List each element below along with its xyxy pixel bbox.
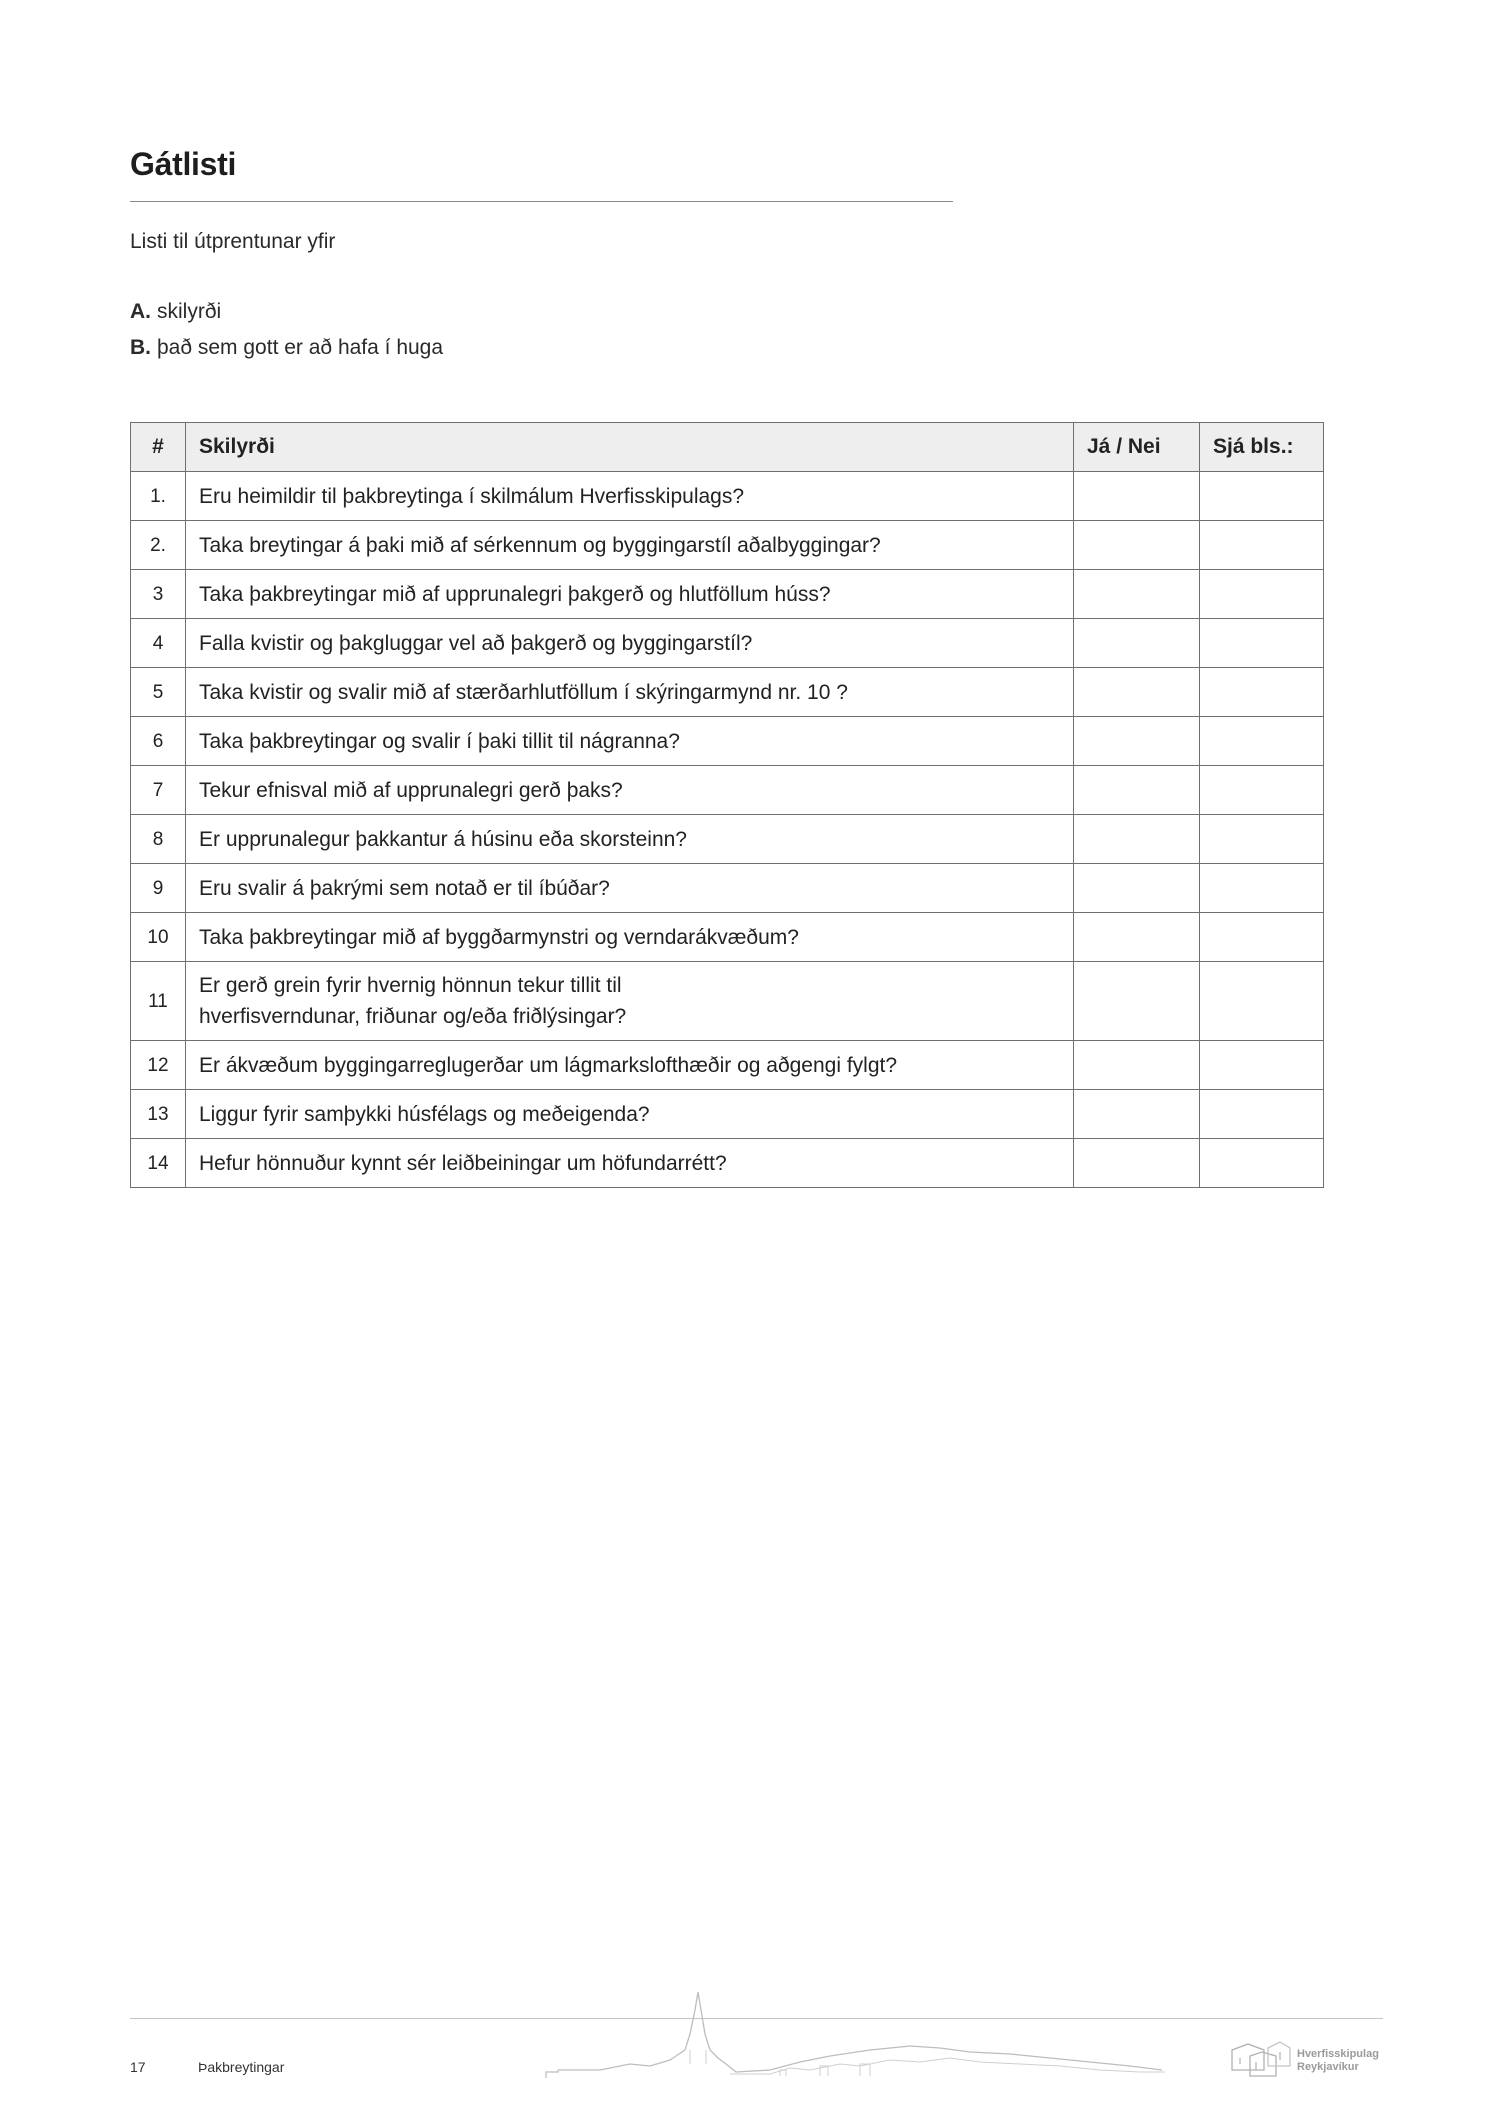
hverfisskipulag-logo-icon <box>1228 2040 1294 2080</box>
row-number: 6 <box>131 717 186 766</box>
logo-line-1: Hverfisskipulag <box>1297 2048 1379 2060</box>
table-row <box>131 1139 1324 1188</box>
checklist-table <box>130 422 1324 1188</box>
row-yes-no-cell[interactable] <box>1074 521 1200 570</box>
row-condition-line-2: hverfisverndunar, friðunar og/eða friðlýsingar? <box>199 1005 627 1028</box>
row-yes-no-cell[interactable] <box>1074 472 1200 521</box>
table-row <box>131 815 1324 864</box>
header-see-page: Sjá bls.: <box>1200 423 1324 472</box>
row-yes-no-cell[interactable] <box>1074 717 1200 766</box>
row-see-page-cell[interactable] <box>1200 1041 1324 1090</box>
row-see-page-cell[interactable] <box>1200 1139 1324 1188</box>
row-condition: Er upprunalegur þakkantur á húsinu eða skorsteinn? <box>186 815 1074 864</box>
table-row <box>131 962 1324 1041</box>
table-row <box>131 717 1324 766</box>
row-number: 13 <box>131 1090 186 1139</box>
row-number: 14 <box>131 1139 186 1188</box>
row-see-page-cell[interactable] <box>1200 472 1324 521</box>
row-number: 5 <box>131 668 186 717</box>
row-condition: Tekur efnisval mið af upprunalegri gerð þaks? <box>186 766 1074 815</box>
legend-text-b: það sem gott er að hafa í huga <box>157 336 444 359</box>
row-yes-no-cell[interactable] <box>1074 864 1200 913</box>
section-name: Þakbreytingar <box>198 2059 285 2075</box>
row-number: 4 <box>131 619 186 668</box>
row-condition: Hefur hönnuður kynnt sér leiðbeiningar um höfundarrétt? <box>186 1139 1074 1188</box>
row-condition: Liggur fyrir samþykki húsfélags og meðeigenda? <box>186 1090 1074 1139</box>
legend-key-b: B. <box>130 336 151 359</box>
row-number: 3 <box>131 570 186 619</box>
row-see-page-cell[interactable] <box>1200 962 1324 1041</box>
legend-text-a: skilyrði <box>157 300 222 323</box>
header-number: # <box>131 423 186 472</box>
table-row <box>131 864 1324 913</box>
table-header-row <box>131 423 1324 472</box>
header-condition: Skilyrði <box>186 423 1074 472</box>
row-condition: Taka þakbreytingar mið af upprunalegri þakgerð og hlutföllum húss? <box>186 570 1074 619</box>
row-see-page-cell[interactable] <box>1200 521 1324 570</box>
row-condition: Taka kvistir og svalir mið af stærðarhlutföllum í skýringarmynd nr. 10 ? <box>186 668 1074 717</box>
subtitle: Listi til útprentunar yfir <box>130 230 336 253</box>
row-condition: Taka breytingar á þaki mið af sérkennum og byggingarstíl aðalbyggingar? <box>186 521 1074 570</box>
row-see-page-cell[interactable] <box>1200 913 1324 962</box>
row-condition: Er ákvæðum byggingarreglugerðar um lágmarkslofthæðir og aðgengi fylgt? <box>186 1041 1074 1090</box>
row-yes-no-cell[interactable] <box>1074 619 1200 668</box>
page-number: 17 <box>130 2059 146 2075</box>
title-divider <box>130 201 953 202</box>
row-yes-no-cell[interactable] <box>1074 766 1200 815</box>
row-condition-line-1: Er gerð grein fyrir hvernig hönnun tekur tillit til <box>199 974 622 997</box>
legend-key-a: A. <box>130 300 151 323</box>
row-yes-no-cell[interactable] <box>1074 570 1200 619</box>
row-see-page-cell[interactable] <box>1200 570 1324 619</box>
row-yes-no-cell[interactable] <box>1074 668 1200 717</box>
row-yes-no-cell[interactable] <box>1074 1090 1200 1139</box>
row-condition: Eru heimildir til þakbreytinga í skilmálum Hverfisskipulags? <box>186 472 1074 521</box>
row-yes-no-cell[interactable] <box>1074 1139 1200 1188</box>
row-condition: Falla kvistir og þakgluggar vel að þakgerð og byggingarstíl? <box>186 619 1074 668</box>
logo-wordmark <box>1297 2048 1379 2074</box>
row-see-page-cell[interactable] <box>1200 815 1324 864</box>
row-number: 9 <box>131 864 186 913</box>
row-condition: Taka þakbreytingar og svalir í þaki tillit til nágranna? <box>186 717 1074 766</box>
row-yes-no-cell[interactable] <box>1074 913 1200 962</box>
legend-item-b <box>130 336 443 360</box>
table-row <box>131 521 1324 570</box>
row-number: 11 <box>131 962 186 1041</box>
table-row <box>131 1090 1324 1139</box>
table-row <box>131 570 1324 619</box>
header-yes-no: Já / Nei <box>1074 423 1200 472</box>
city-skyline-illustration <box>540 1990 1170 2080</box>
row-number: 8 <box>131 815 186 864</box>
row-see-page-cell[interactable] <box>1200 766 1324 815</box>
row-see-page-cell[interactable] <box>1200 1090 1324 1139</box>
row-number: 2. <box>131 521 186 570</box>
row-number: 12 <box>131 1041 186 1090</box>
row-yes-no-cell[interactable] <box>1074 815 1200 864</box>
page-title: Gátlisti <box>130 146 237 182</box>
row-number: 1. <box>131 472 186 521</box>
row-number: 7 <box>131 766 186 815</box>
row-condition <box>186 962 1074 1041</box>
row-see-page-cell[interactable] <box>1200 717 1324 766</box>
table-row <box>131 472 1324 521</box>
table-row <box>131 766 1324 815</box>
table-row <box>131 668 1324 717</box>
row-see-page-cell[interactable] <box>1200 619 1324 668</box>
row-condition: Taka þakbreytingar mið af byggðarmynstri og verndarákvæðum? <box>186 913 1074 962</box>
row-see-page-cell[interactable] <box>1200 864 1324 913</box>
table-row <box>131 619 1324 668</box>
legend-item-a <box>130 300 221 324</box>
row-condition: Eru svalir á þakrými sem notað er til íbúðar? <box>186 864 1074 913</box>
row-yes-no-cell[interactable] <box>1074 962 1200 1041</box>
logo-line-2: Reykjavíkur <box>1297 2061 1359 2073</box>
table-row <box>131 913 1324 962</box>
table-row <box>131 1041 1324 1090</box>
row-number: 10 <box>131 913 186 962</box>
row-yes-no-cell[interactable] <box>1074 1041 1200 1090</box>
row-see-page-cell[interactable] <box>1200 668 1324 717</box>
